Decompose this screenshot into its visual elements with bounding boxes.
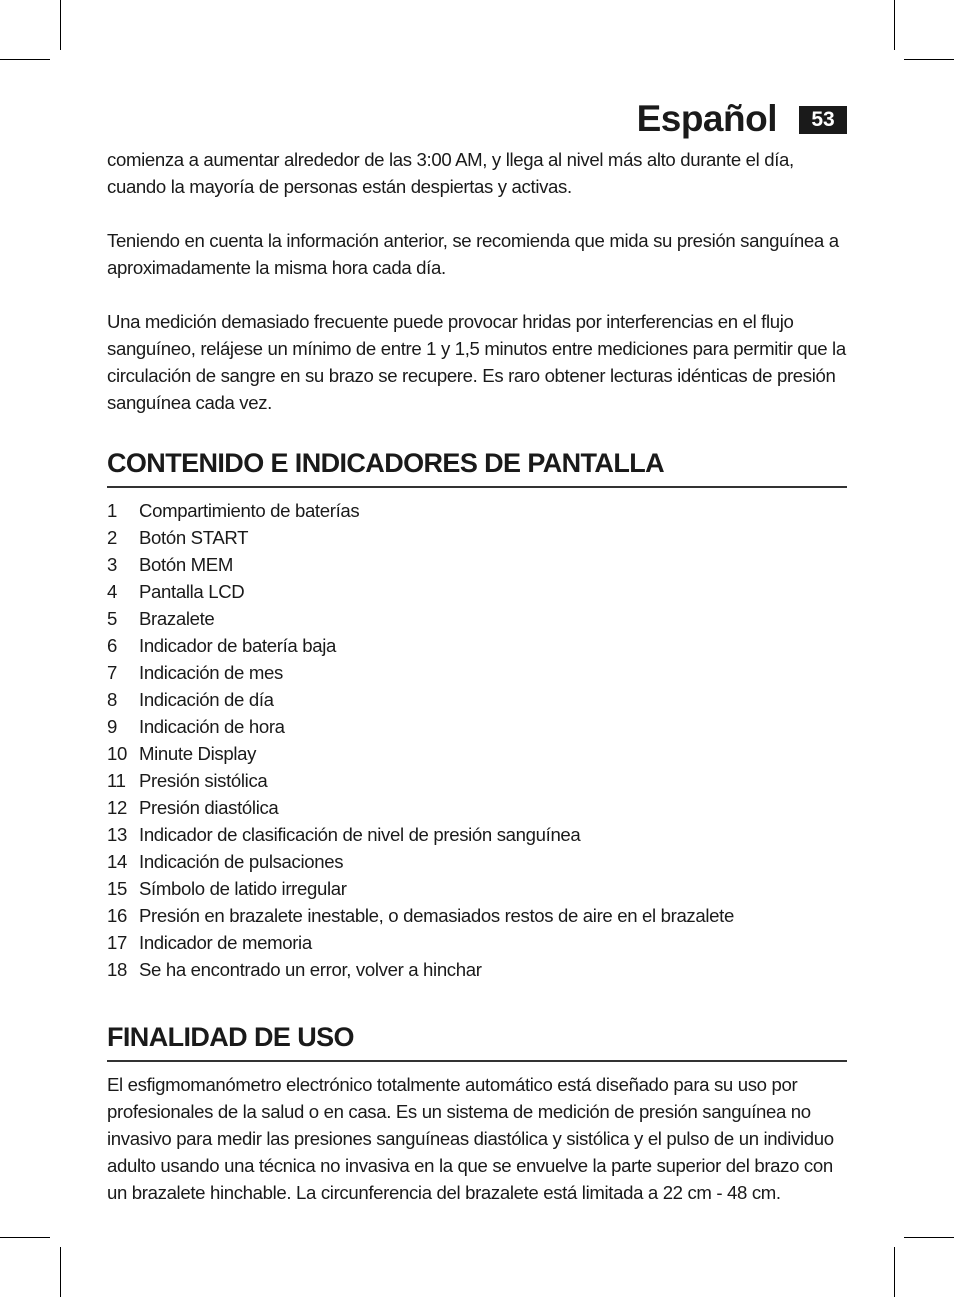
list-item (107, 713, 847, 740)
crop-mark-bottom-right-vertical (894, 1247, 895, 1297)
item-label: Compartimiento de baterías (139, 500, 360, 521)
item-number: 1 (107, 500, 117, 521)
item-label: Indicación de mes (139, 662, 283, 683)
item-number: 5 (107, 608, 117, 629)
item-label: Presión sistólica (139, 770, 268, 791)
list-item (107, 524, 847, 551)
item-number: 3 (107, 554, 117, 575)
item-label: Indicador de clasificación de nivel de presión sanguínea (139, 824, 581, 845)
item-number: 2 (107, 527, 117, 548)
language-title: Español (636, 98, 777, 139)
item-label: Indicador de batería baja (139, 635, 336, 656)
list-item (107, 794, 847, 821)
item-label: Botón START (139, 527, 249, 548)
crop-mark-bottom-right-horizontal (904, 1237, 954, 1238)
crop-mark-top-left-horizontal (0, 59, 50, 60)
item-number: 8 (107, 689, 117, 710)
page-content (107, 146, 847, 1206)
item-number: 14 (107, 851, 127, 872)
list-item (107, 848, 847, 875)
item-number: 11 (107, 770, 126, 791)
item-number: 12 (107, 797, 127, 818)
list-item (107, 659, 847, 686)
paragraph: Una medición demasiado frecuente puede provocar hridas por interferencias en el flujo sanguíneo, relájese un mínimo de entre 1 y 1,5 minutos entre mediciones para permitir que la circulación de sangre en su brazo se recupere. Es raro obtener lecturas idénticas de presión sanguínea cada vez. (107, 311, 846, 413)
list-item (107, 497, 847, 524)
purpose-paragraph: El esfigmomanómetro electrónico totalmente automático está diseñado para su uso por profesionales de la salud o en casa. Es un sistema de medición de presión sanguínea no invasivo para medir las presiones sanguíneas diastólica y sistólica y el pulso de un individuo adulto usando una técnica no invasiva en la que se envuelve la parte superior del brazo con un brazalete hinchable. La circunferencia del brazalete está limitada a 22 cm - 48 cm. (107, 1074, 834, 1203)
list-item (107, 821, 847, 848)
item-number: 6 (107, 635, 117, 656)
item-number: 9 (107, 716, 117, 737)
list-item (107, 929, 847, 956)
item-number: 18 (107, 959, 127, 980)
item-number: 17 (107, 932, 127, 953)
section-title-contents: CONTENIDO E INDICADORES DE PANTALLA (107, 446, 847, 488)
item-label: Brazalete (139, 608, 215, 629)
item-number: 16 (107, 905, 127, 926)
page-header (637, 98, 847, 140)
contents-list (107, 497, 847, 983)
crop-mark-bottom-left-horizontal (0, 1237, 50, 1238)
item-number: 13 (107, 824, 127, 845)
list-item (107, 767, 847, 794)
list-item (107, 578, 847, 605)
item-number: 15 (107, 878, 127, 899)
item-number: 7 (107, 662, 117, 683)
list-item (107, 956, 847, 983)
list-item (107, 632, 847, 659)
list-item (107, 902, 847, 929)
item-label: Se ha encontrado un error, volver a hinchar (139, 959, 482, 980)
item-label: Símbolo de latido irregular (139, 878, 347, 899)
paragraph: comienza a aumentar alrededor de las 3:00 AM, y llega al nivel más alto durante el día, cuando la mayoría de personas están despiertas y activas. (107, 149, 794, 197)
item-label: Indicación de hora (139, 716, 285, 737)
item-label: Presión en brazalete inestable, o demasiados restos de aire en el brazalete (139, 905, 734, 926)
section-title-purpose: FINALIDAD DE USO (107, 1020, 847, 1062)
crop-mark-top-right-horizontal (904, 59, 954, 60)
item-number: 10 (107, 743, 127, 764)
list-item (107, 551, 847, 578)
crop-mark-bottom-left-vertical (60, 1247, 61, 1297)
item-label: Botón MEM (139, 554, 233, 575)
item-label: Indicación de día (139, 689, 274, 710)
crop-mark-top-left-vertical (60, 0, 61, 50)
item-label: Presión diastólica (139, 797, 279, 818)
item-label: Pantalla LCD (139, 581, 245, 602)
paragraph: Teniendo en cuenta la información anterior, se recomienda que mida su presión sanguínea a aproximadamente la misma hora cada día. (107, 230, 839, 278)
list-item (107, 740, 847, 767)
item-label: Indicador de memoria (139, 932, 312, 953)
item-label: Indicación de pulsaciones (139, 851, 344, 872)
page-number-badge: 53 (799, 106, 847, 134)
item-number: 4 (107, 581, 117, 602)
crop-mark-top-right-vertical (894, 0, 895, 50)
item-label: Minute Display (139, 743, 257, 764)
list-item (107, 686, 847, 713)
list-item (107, 605, 847, 632)
list-item (107, 875, 847, 902)
